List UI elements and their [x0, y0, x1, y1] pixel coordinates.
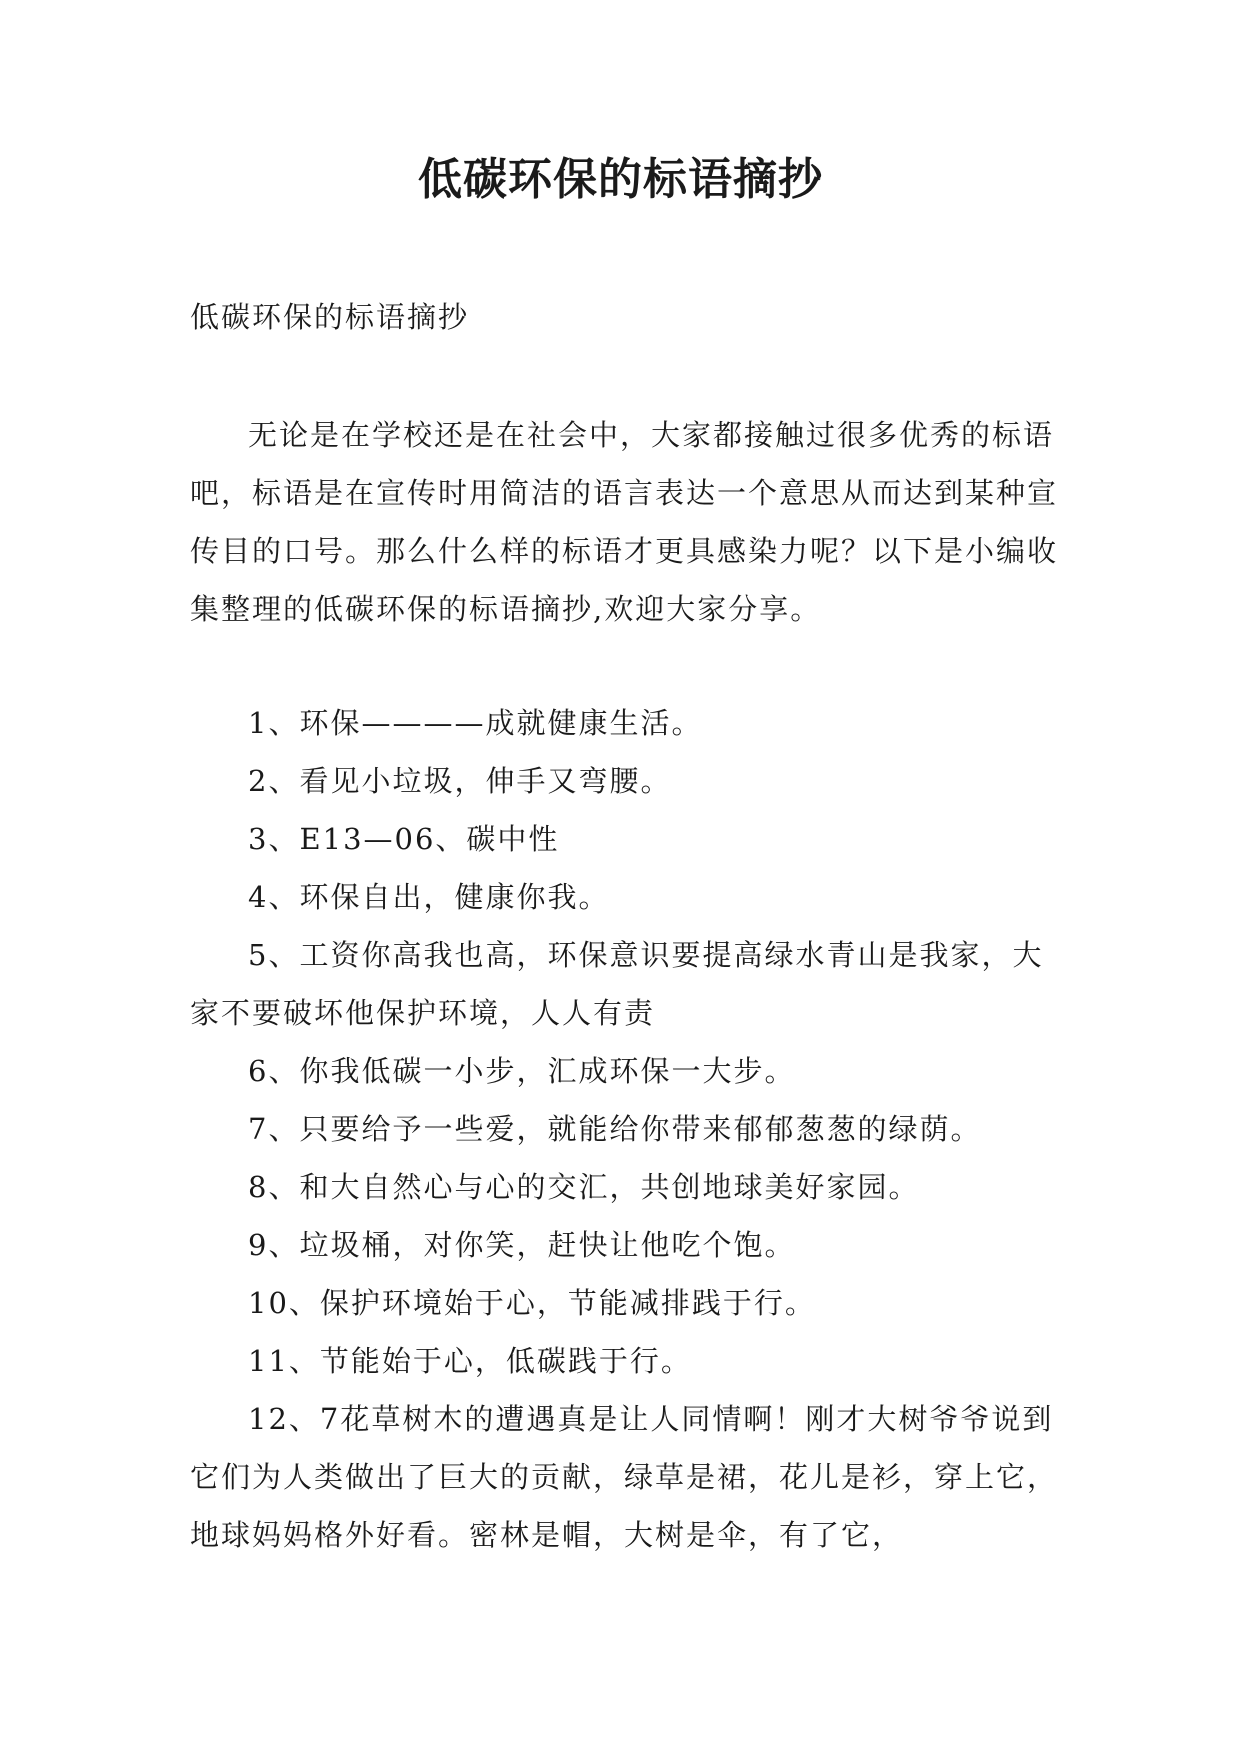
slogan-item: 3、E13—06、碳中性 [248, 822, 560, 856]
slogan-item: 11、节能始于心，低碳践于行。 [248, 1344, 692, 1378]
document-subtitle: 低碳环保的标语摘抄 [190, 300, 470, 334]
slogan-item: 4、环保自出，健康你我。 [248, 880, 610, 914]
slogan-item: 12、7花草树木的遭遇真是让人同情啊！刚才大树爷爷说到它们为人类做出了巨大的贡献，绿草是裙，花儿是衫，穿上它，地球妈妈格外好看。密林是帽，大树是伞，有了它， [190, 1402, 1059, 1552]
intro-paragraph-block [190, 406, 1070, 638]
slogan-item: 10、保护环境始于心，节能减排践于行。 [248, 1286, 816, 1320]
slogan-list [190, 694, 1070, 1564]
slogan-item: 6、你我低碳一小步，汇成环保一大步。 [248, 1054, 796, 1088]
slogan-item: 8、和大自然心与心的交汇，共创地球美好家园。 [248, 1170, 920, 1204]
slogan-item: 2、看见小垃圾，伸手又弯腰。 [248, 764, 672, 798]
slogan-item: 5、工资你高我也高，环保意识要提高绿水青山是我家，大家不要破坏他保护环境，人人有责 [190, 938, 1044, 1030]
document-title: 低碳环保的标语摘抄 [418, 154, 823, 205]
intro-paragraph: 无论是在学校还是在社会中，大家都接触过很多优秀的标语吧，标语是在宣传时用简洁的语言表达一个意思从而达到某种宣传目的口号。那么什么样的标语才更具感染力呢？以下是小编收集整理的低碳环保的标语摘抄,欢迎大家分享。 [190, 418, 1059, 626]
slogan-item: 9、垃圾桶，对你笑，赶快让他吃个饱。 [248, 1228, 796, 1262]
slogan-item: 7、只要给予一些爱，就能给你带来郁郁葱葱的绿荫。 [248, 1112, 982, 1146]
slogan-item: 1、环保————成就健康生活。 [248, 706, 703, 740]
